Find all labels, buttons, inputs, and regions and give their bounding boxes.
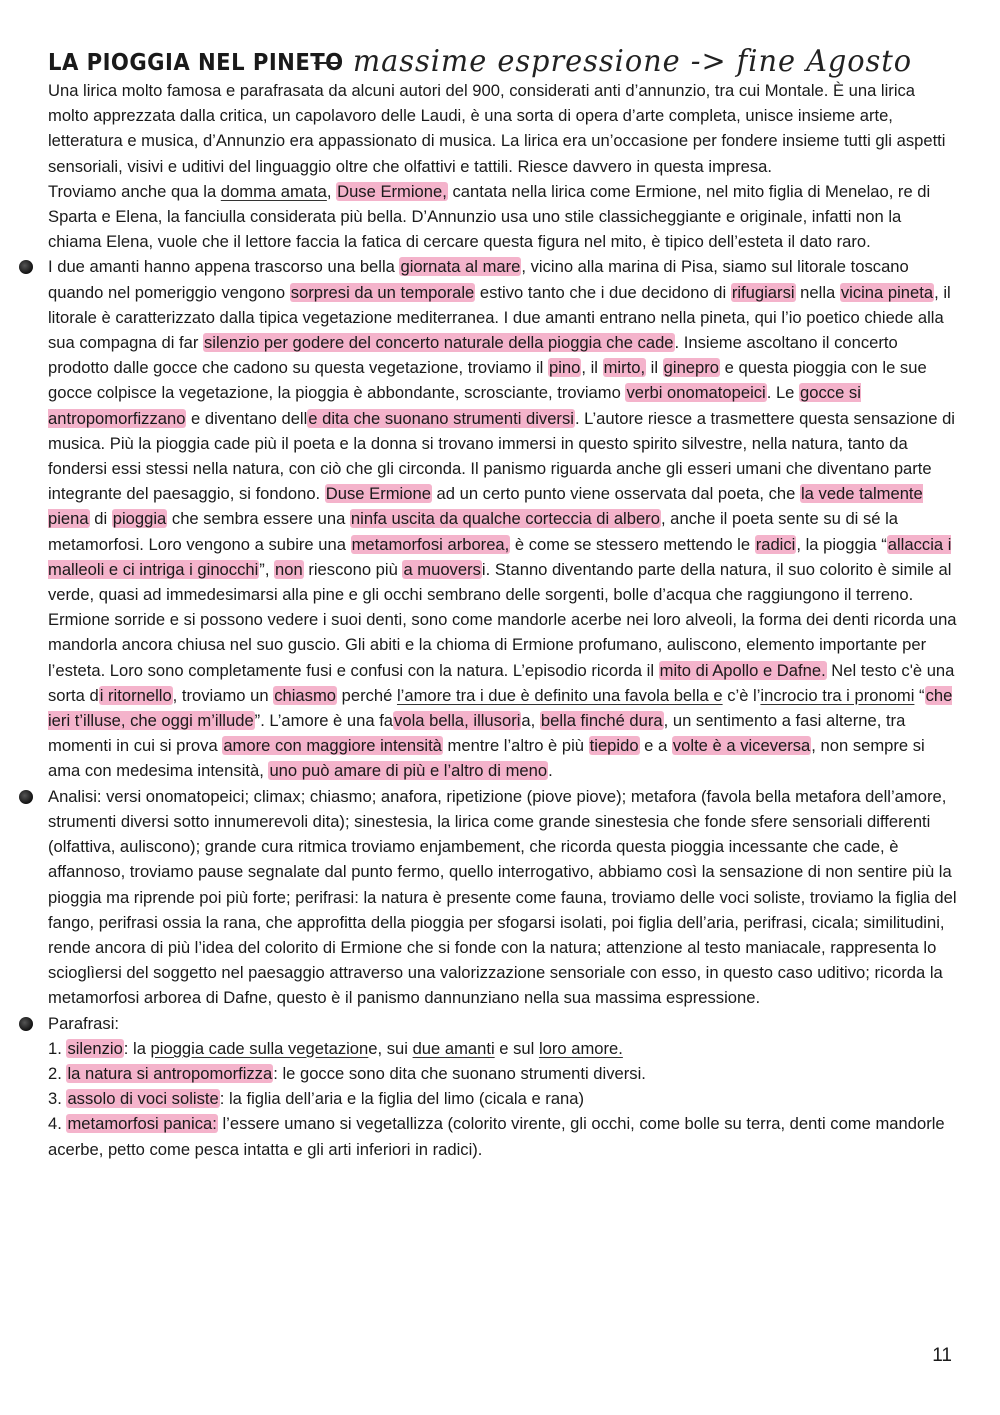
- text-span: , troviamo un: [172, 685, 274, 705]
- highlighted-phrase: vola bella, illusori: [394, 711, 521, 731]
- text-span: : la figlia dell’aria e la figlia del limo (cicala e rana): [219, 1089, 585, 1109]
- underlined-phrase: pioggia cade sulla vegetazion: [150, 1038, 369, 1058]
- highlighted-phrase: radici: [755, 534, 796, 554]
- paragraph-duse: [48, 179, 958, 255]
- text-span: di: [89, 509, 112, 529]
- underlined-phrase: domma amata: [220, 181, 327, 201]
- text-span: , non sempre si ama con medesima intensità,: [48, 736, 925, 781]
- highlighted-phrase: silenzio per godere del concerto naturale della pioggia che cade: [203, 333, 674, 353]
- list-item: [48, 1111, 958, 1161]
- text-span: il: [646, 358, 663, 378]
- item-number: 4.: [48, 1114, 67, 1134]
- highlighted-phrase: amore con maggiore intensità: [223, 736, 442, 756]
- highlighted-phrase: pioggia: [112, 509, 167, 529]
- text-span: , anche il poeta sente su di sé la metamorfosi. Loro vengono a subire una: [48, 509, 899, 554]
- text-span: , la pioggia “: [796, 534, 887, 554]
- bullet-icon: [19, 1017, 33, 1031]
- text-span: e diventano dell: [186, 408, 308, 428]
- bullet-icon: [19, 790, 33, 804]
- highlighted-phrase: uno può amare di più e l’altro di meno: [269, 761, 548, 781]
- underlined-phrase: incrocio tra i pronomi: [760, 685, 915, 705]
- text-span: e sul: [494, 1038, 539, 1058]
- text-span: a,: [521, 711, 540, 731]
- text-span: i. Stanno diventando parte della natura, il suo colorito è simile al verde, quasi ad immedesimarsi alla pine e gli occhi sembrano delle sorgenti, bolle d’acqua che raggiungono il terreno. Ermione sorride e si possono vedere i suoi denti, sono come mandorle acerbe nei loro alveoli, la forma dei denti ricorda una mandorla ancora chiusa nel suo guscio. Gli abiti e la chioma di Ermione profumano, auliscono, elemento importante per l’esteta. Loro sono completamente fusi e confusi con la natura. L’episodio ricorda il: [48, 559, 957, 680]
- text-span: : le gocce sono dita che suonano strumenti diversi.: [273, 1063, 646, 1083]
- list-item: [48, 1061, 958, 1086]
- highlighted-phrase: la natura si antropomorfizza: [67, 1063, 273, 1083]
- text-span: riescono più: [303, 559, 403, 579]
- text-span: . Le: [766, 383, 800, 403]
- text-span: perché: [337, 685, 397, 705]
- text-span: : la: [123, 1038, 151, 1058]
- text-span: .: [548, 761, 553, 781]
- text-span: mentre l’altro è più: [442, 736, 589, 756]
- parafrasi-section: [48, 1011, 958, 1162]
- text-span: “: [914, 685, 925, 705]
- highlighted-phrase: rifugiarsi: [731, 282, 795, 302]
- paragraph-plot: [48, 254, 958, 783]
- list-item: [48, 1086, 958, 1111]
- list-item: [48, 1036, 958, 1061]
- highlighted-phrase: i ritornello: [99, 685, 172, 705]
- highlighted-phrase: verbi onomatopeici: [626, 383, 766, 403]
- highlighted-phrase: vicina pineta: [840, 282, 934, 302]
- highlighted-phrase: giornata al mare: [400, 257, 521, 277]
- text-span: , il litorale è caratterizzato dalla tipica vegetazione mediterranea. I due amanti entrano nella pineta, qui l’io poetico chiede alla sua compagna di far: [48, 282, 951, 353]
- text-span: è come se stessero mettendo le: [510, 534, 755, 554]
- underlined-phrase: loro amore.: [538, 1038, 623, 1058]
- title-row: [48, 40, 968, 80]
- text-span: . L’autore riesce a trasmettere questa sensazione di musica. Più la pioggia cade più il poeta e la donna si trovano immersi in questo spirito silvestre, nella natura, tanto da fondersi essi stessi nella natura, con ciò che gli circonda. Il panismo riguarda anche gli esseri umani che diventano parte integrante del paesaggio, si fondono.: [48, 408, 955, 504]
- text-span: estivo tanto che i due decidono di: [475, 282, 731, 302]
- text-span: che sembra essere una: [167, 509, 350, 529]
- text-span: , vicino alla marina di Pisa, siamo sul litorale toscano quando nel pomeriggio vengono: [48, 257, 909, 302]
- text-span: Analisi: versi onomatopeici; climax; chiasmo; anafora, ripetizione (piove piove); metafora (favola bella metafora dell’amore, strumenti diversi sotto innumerevoli dita); sinestesia, la lirica come grande sinestesia che fonde sfere sensoriali differenti (olfattiva, auliscono); grande cura ritmica troviamo enjambement, che ricorda questa pioggia incessante che cade, è affannoso, troviamo pause segnalate dal punto fermo, quello interrogativo, abbiamo così la sensazione di non sentire più la pioggia ma riprende poi più forte; perifrasi: la natura è presente come fauna, troviamo delle voci soliste, troviamo la figlia del fango, perifrasi ossia la rana, che approfitta della pioggia per sfogarsi isolati, poi figlia dell’aria, perifrasi, cicala; similitudini, rende ancora di più l’idea del colorito di Ermione che si fonde con la natura; attenzione al testo maniacale, rappresenta lo scioglìersi del soggetto nel paesaggio attraverso una valorizzazione sensoriale con esso, in questo caso uditivo; ricorda la metamorfosi arborea di Dafne, questo è il panismo dannunziano nella sua massima espressione.: [48, 786, 957, 1008]
- highlighted-phrase: e dita che suonano strumenti diversi: [308, 408, 574, 428]
- highlighted-phrase: metamorfosi panica:: [67, 1114, 217, 1134]
- parafrasi-heading: Parafrasi:: [48, 1013, 120, 1033]
- highlighted-phrase: bella finché dura: [540, 711, 663, 731]
- underlined-phrase: due amanti: [412, 1038, 495, 1058]
- text-span: nella: [795, 282, 840, 302]
- highlighted-phrase: allaccia i malleoli e ci intriga i ginocchi: [48, 534, 952, 579]
- text-span: I due amanti hanno appena trascorso una bella: [48, 257, 400, 277]
- text-span: l’essere umano si vegetallizza (colorito virente, gli occhi, come bolle su terra, denti come mandorle acerbe, petto come pesca intatta e gli arti inferiori in radici).: [48, 1114, 945, 1159]
- highlighted-phrase: sorpresi da un temporale: [290, 282, 475, 302]
- text-span: Troviamo anche qua la: [48, 181, 221, 201]
- text-span: e questa pioggia con le sue gocce colpisce la vegetazione, la pioggia è abbondante, scrosciante, troviamo: [48, 358, 927, 403]
- item-number: 3.: [48, 1089, 67, 1109]
- highlighted-phrase: la vede talmente piena: [48, 484, 923, 529]
- text-span: e, sui: [368, 1038, 413, 1058]
- paragraph-analisi: [48, 784, 958, 1011]
- underlined-phrase: l’amore tra i due è definito una favola bella e: [396, 685, 723, 705]
- page-title: LA PIOGGIA NEL PINETO: [48, 50, 344, 76]
- highlighted-phrase: chiasmo: [274, 685, 336, 705]
- page-number: 11: [932, 1345, 952, 1366]
- highlighted-phrase: assolo di voci soliste: [67, 1089, 219, 1109]
- highlighted-phrase: mito di Apollo e Dafne.: [659, 660, 826, 680]
- highlighted-phrase: che ieri t’illuse, che oggi m’illude: [48, 685, 953, 731]
- text-span: . Insieme ascoltano il concerto prodotto dalle gocce che cadono su questa vegetazione, troviamo il: [48, 333, 898, 378]
- paragraph-intro: Una lirica molto famosa e parafrasata da alcuni autori del 900, considerati anti d’annunzio, tra cui Montale. È una lirica molto apprezzata dalla critica, un capolavoro delle Laudi, è una sorta di opera d’arte completa, unisce insieme arte, letteratura e musica, d’Annunzio era appassionato di musica. La lirica era un’occasione per fondere insieme tutti gli aspetti sensoriali, visivi e uditivi del linguaggio oltre che olfattivi e tattili. Riesce davvero in questa impresa.: [48, 81, 946, 176]
- item-number: 1.: [48, 1038, 67, 1058]
- text-span: c’è l’: [722, 685, 761, 705]
- highlighted-phrase: metamorfosi arborea,: [351, 534, 510, 554]
- highlighted-phrase: volte è a viceversa: [672, 736, 811, 756]
- handwritten-note: — massime espressione -> fine Agosto: [313, 44, 913, 79]
- text-span: ”. L’amore è una fa: [254, 711, 394, 731]
- item-number: 2.: [48, 1063, 67, 1083]
- highlighted-phrase: Duse Ermione: [325, 484, 431, 504]
- text-span: Nel testo c'è una sorta d: [48, 660, 955, 705]
- text-span: ad un certo punto viene osservata dal poeta, che: [431, 484, 800, 504]
- text-span: e a: [639, 736, 672, 756]
- text-span: cantata nella lirica come Ermione, nel mito figlia di Menelao, re di Sparta e Elena, la fanciulla considerata più bella. D’Annunzio usa uno stile classicheggiante e originale, infatti non la chiama Elena, vuole che il lettore faccia la fatica di cercare questa figura nel mito, è tipico dell’esteta il dato raro.: [48, 181, 931, 252]
- text-span: ”,: [259, 559, 275, 579]
- text-span: , il: [581, 358, 603, 378]
- highlighted-phrase: a muovers: [403, 559, 481, 579]
- highlighted-phrase: mirto,: [603, 358, 646, 378]
- highlighted-phrase: pino: [548, 358, 581, 378]
- highlighted-phrase: non: [275, 559, 303, 579]
- text-span: ,: [326, 181, 337, 201]
- highlighted-phrase: Duse Ermione,: [337, 181, 447, 201]
- text-span: , un sentimento a fasi alterne, tra momenti in cui si prova: [48, 711, 906, 756]
- highlighted-phrase: tiepido: [589, 736, 639, 756]
- bullet-icon: [19, 260, 33, 274]
- highlighted-phrase: gocce si antropomorfizzano: [48, 383, 861, 428]
- highlighted-phrase: ninfa uscita da qualche corteccia di albero: [350, 509, 660, 529]
- body-text: [48, 78, 958, 1162]
- highlighted-phrase: ginepro: [663, 358, 720, 378]
- highlighted-phrase: silenzio: [67, 1038, 123, 1058]
